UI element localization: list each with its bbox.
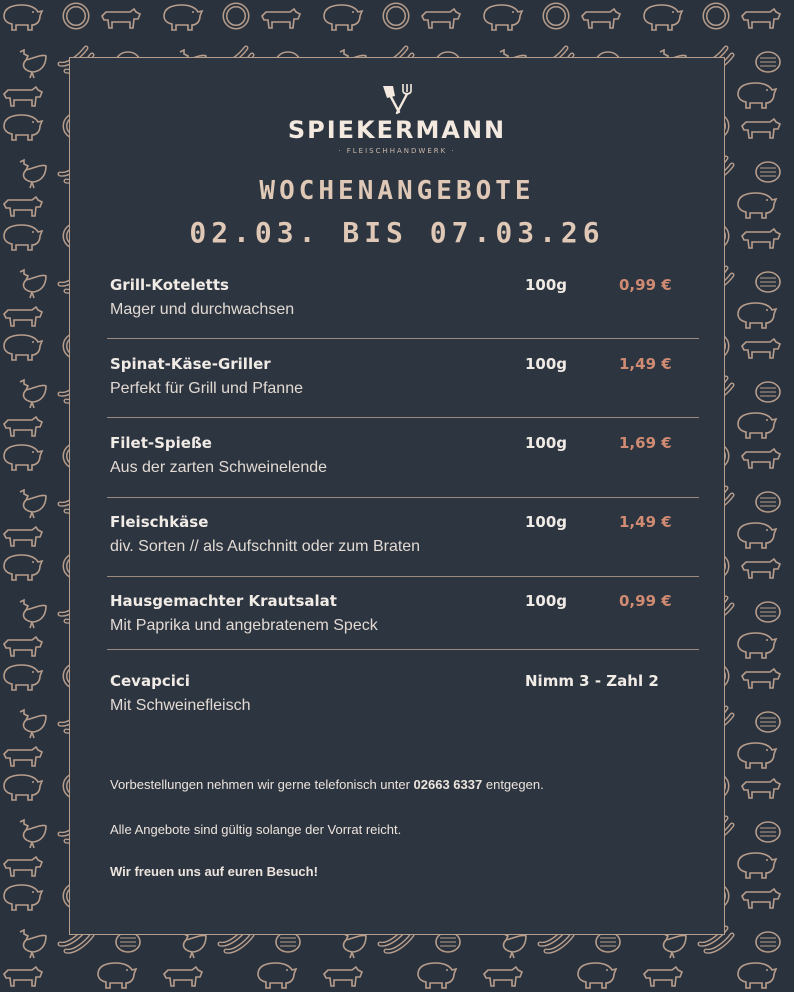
offer-name: Fleischkäse	[110, 513, 209, 531]
page-title: WOCHENANGEBOTE	[259, 176, 535, 206]
offer-unit: 100g	[525, 592, 568, 610]
preorder-note	[110, 777, 544, 792]
offer-name: Cevapcici	[110, 672, 190, 690]
divider	[107, 497, 699, 498]
cleaver-and-fork-icon	[377, 82, 417, 118]
closing-note: Wir freuen uns auf euren Besuch!	[110, 864, 318, 879]
offer-description: Aus der zarten Schweinelende	[110, 459, 328, 476]
brand-name: SPIEKERMANN	[287, 116, 507, 144]
offer-price: 1,49 €	[619, 355, 672, 373]
offer-description: Mit Schweinefleisch	[110, 697, 251, 714]
divider	[107, 576, 699, 577]
offer-description: Mager und durchwachsen	[110, 301, 295, 318]
brand-tagline: · FLEISCHHANDWERK ·	[338, 147, 456, 155]
offer-card	[69, 57, 725, 935]
offer-price: 0,99 €	[619, 592, 672, 610]
offer-price: 0,99 €	[619, 276, 672, 294]
offer-name: Grill-Koteletts	[110, 276, 229, 294]
offer-price: 1,49 €	[619, 513, 672, 531]
date-range: 02.03. BIS 07.03.26	[189, 216, 605, 249]
offer-name: Hausgemachter Krautsalat	[110, 592, 337, 610]
preorder-text: Vorbestellungen nehmen wir gerne telefonisch unter	[110, 777, 410, 792]
divider	[107, 417, 699, 418]
validity-note: Alle Angebote sind gültig solange der Vorrat reicht.	[110, 822, 402, 837]
phone-number[interactable]: 02663 6337	[413, 777, 483, 792]
offer-description: Perfekt für Grill und Pfanne	[110, 380, 303, 397]
divider	[107, 649, 699, 650]
offer-name: Spinat-Käse-Griller	[110, 355, 271, 373]
offer-unit: 100g	[525, 513, 568, 531]
offer-name: Filet-Spieße	[110, 434, 212, 452]
offer-unit: 100g	[525, 276, 568, 294]
offer-description: div. Sorten // als Aufschnitt oder zum Braten	[110, 538, 421, 555]
offer-unit: 100g	[525, 434, 568, 452]
offer-unit: Nimm 3 - Zahl 2	[525, 672, 659, 690]
offer-description: Mit Paprika und angebratenem Speck	[110, 617, 378, 634]
offer-unit: 100g	[525, 355, 568, 373]
divider	[107, 338, 699, 339]
offer-price: 1,69 €	[619, 434, 672, 452]
preorder-suffix: entgegen.	[485, 777, 544, 792]
